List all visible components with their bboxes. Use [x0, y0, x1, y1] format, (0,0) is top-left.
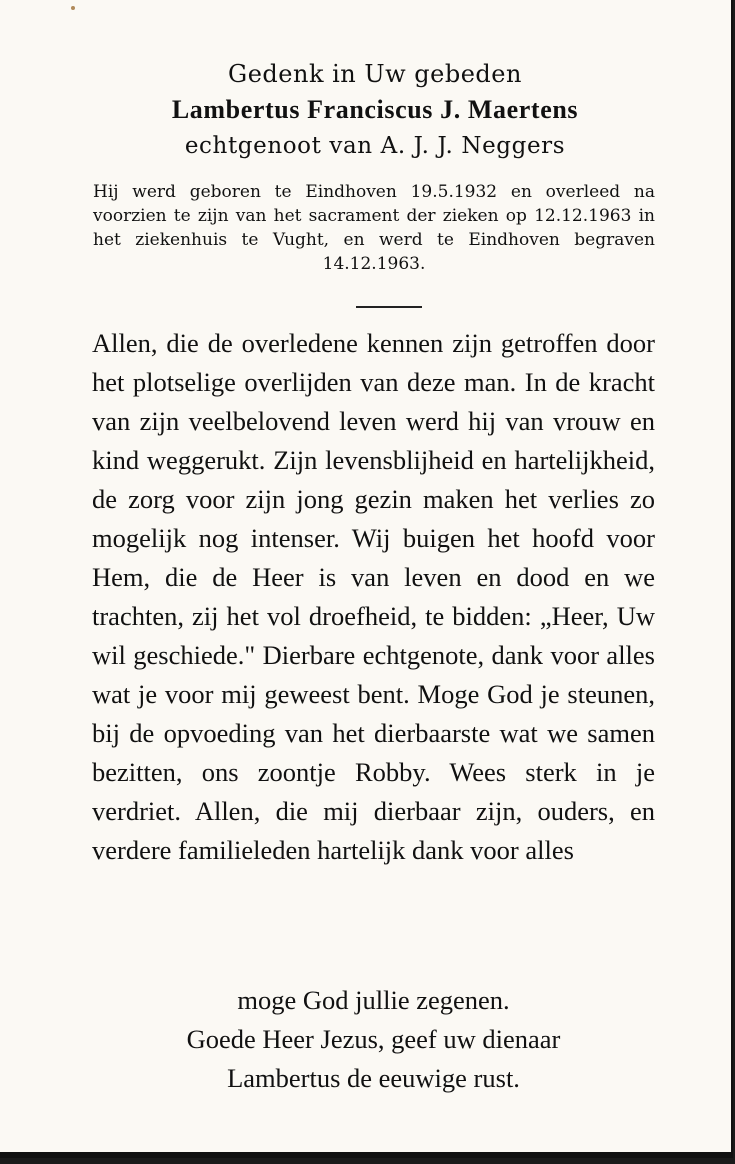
closing-line-2: Goede Heer Jezus, geef uw dienaar [186, 1024, 561, 1054]
card-header [80, 56, 670, 164]
memorial-paragraph: Allen, die de overledene kennen zijn getroffen door het plotselige overlijden van deze man. In de kracht van zijn veelbelovend leven werd hij van vrouw en kind weggerukt. Zijn levensblijheid en hartelijkheid, de zorg voor zijn jong gezin maken het verlies zo mogelijk nog intenser. Wij buigen het hoofd voor Hem, die de Heer is van leven en dood en we trachten, zij het vol droefheid, te bidden: „Heer, Uw wil geschiede." Dierbare echtgenote, dank voor alles wat je voor mij geweest bent. Moge God je steunen, bij de opvoeding van het dierbaarste wat we samen bezitten, ons zoontje Robby. Wees sterk in je verdriet. Allen, die mij dierbaar zijn, ouders, en verdere familieleden hartelijk dank voor alles [92, 328, 655, 865]
closing-line-1: moge God jullie zegenen. [237, 985, 510, 1015]
deceased-name: Lambertus Franciscus J. Maertens [171, 95, 579, 124]
intro-line: Gedenk in Uw gebeden [228, 60, 522, 88]
spouse-line: echtgenoot van A. J. J. Neggers [184, 133, 566, 159]
birth-death-details: Hij werd geboren te Eindhoven 19.5.1932 en overleed na voorzien te zijn van het sacrament der zieken op 12.12.1963 in het ziekenhuis te Vught, en werd te Eindhoven begraven 14.12.1963. [93, 182, 655, 274]
closing-prayer [92, 981, 655, 1098]
paper-speck [71, 6, 75, 10]
divider-rule [356, 306, 422, 308]
memorial-text [92, 324, 655, 870]
closing-line-3: Lambertus de eeuwige rust. [227, 1063, 520, 1093]
